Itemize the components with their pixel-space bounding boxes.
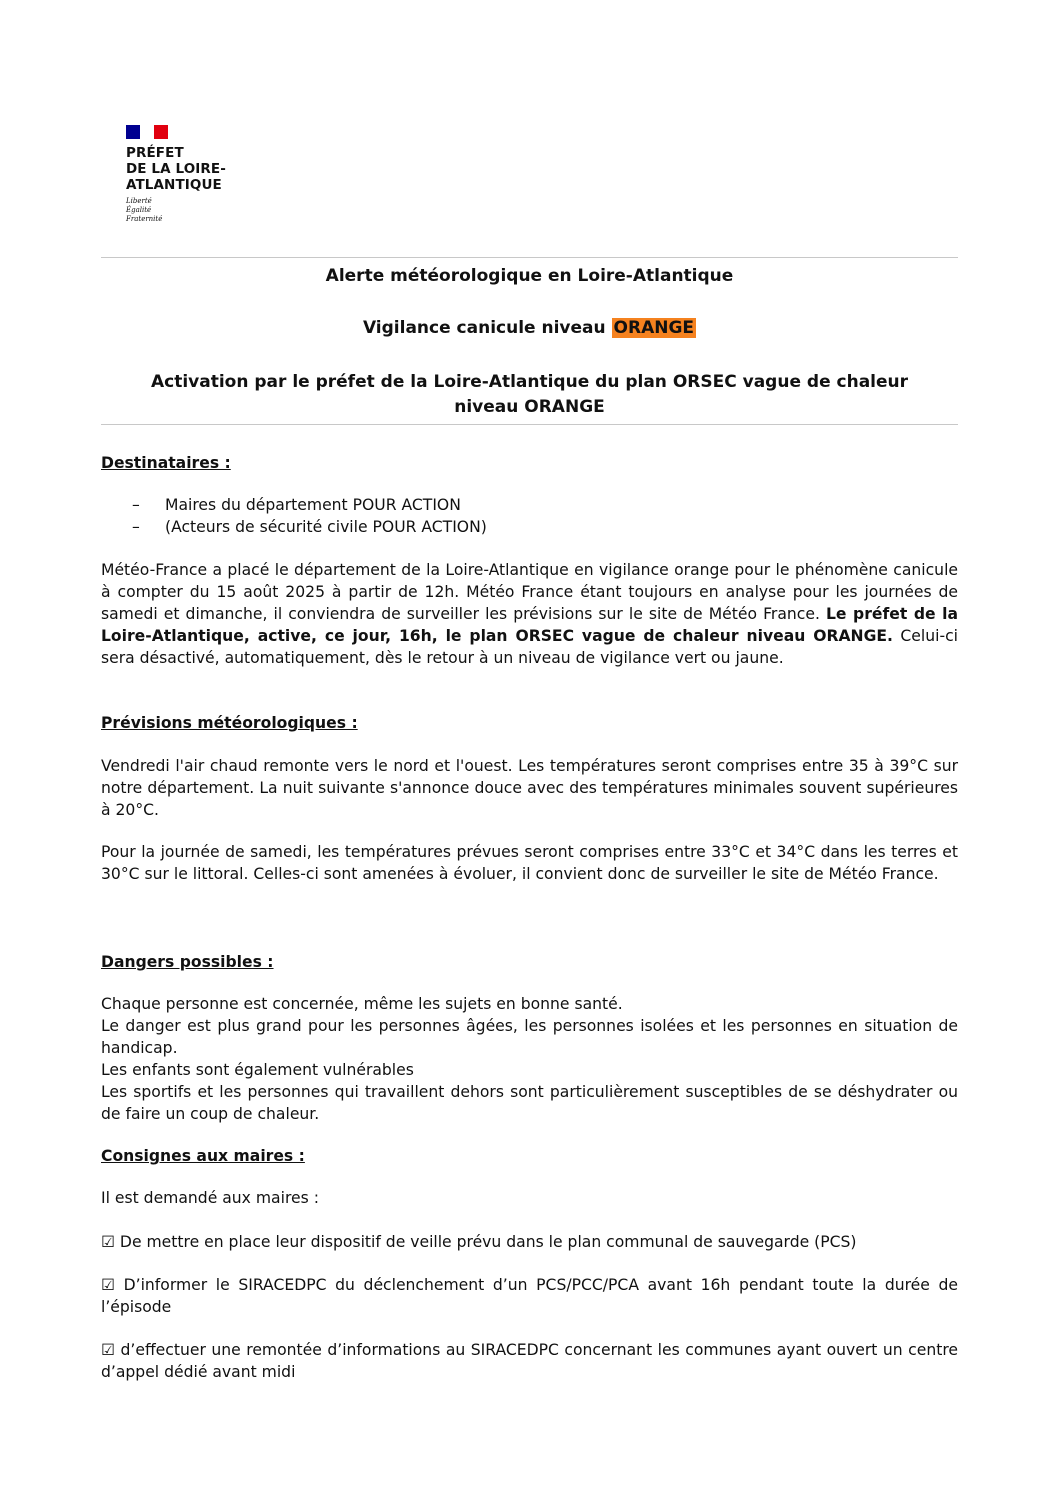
previsions-paragraph-2 [101,841,958,885]
dangers-heading: Dangers possibles : [101,953,274,971]
logo-line-1: PRÉFET [126,145,184,161]
activation-title-line-2: niveau ORANGE [454,397,605,417]
top-divider [101,257,958,258]
activation-title-line-1: Activation par le préfet de la Loire-Atlantique du plan ORSEC vague de chaleur [150,372,909,392]
previsions-paragraph-1 [101,755,958,821]
list-item-text: Maires du département POUR ACTION [165,496,461,514]
logo-line-3: ATLANTIQUE [126,177,222,193]
prefecture-logo [126,125,226,224]
orange-highlight: ORANGE [613,318,695,338]
dangers-list [101,993,958,1125]
consignes-heading: Consignes aux maires : [101,1147,305,1165]
logo-name [126,145,226,193]
motto-egalite: Égalité [126,206,152,214]
dash-bullet: – [132,496,140,514]
previsions-text-1: Vendredi l'air chaud remonte vers le nord et l'ouest. Les températures seront comprises entre 35 à 39°C sur notre département. La nuit suivante s'annonce douce avec des températures minimales souvent supérieures à 20°C. [101,757,958,819]
french-flag-icon [126,125,168,139]
activation-title [101,370,958,420]
document-title: Alerte météorologique en Loire-Atlantique [325,266,734,286]
consigne-item-3 [101,1339,958,1383]
list-item-text: (Acteurs de sécurité civile POUR ACTION) [165,518,487,536]
dash-bullet: – [132,518,140,536]
vigilance-title-prefix: Vigilance canicule niveau [362,318,612,338]
consigne-item-1 [101,1231,958,1253]
logo-motto [126,197,226,224]
consigne-item-2 [101,1274,958,1318]
danger-line-2: Le danger est plus grand pour les personnes âgées, les personnes isolées et les personnes en situation de handicap. [101,1017,958,1057]
dangers-section [101,951,958,973]
intro-text-1: Météo-France a placé le département de la Loire-Atlantique en vigilance orange pour le phénomène canicule à compter du 15 août 2025 à partir de 12h. Météo France étant toujours en analyse pour les journées de samedi et dimanche, il conviendra de surveiller les prévisions sur le site de Météo France. [101,561,958,623]
list-item [101,494,958,516]
consignes-intro-text: Il est demandé aux maires : [101,1189,319,1207]
previsions-text-2: Pour la journée de samedi, les températures prévues seront comprises entre 33°C et 34°C dans les terres et 30°C sur le littoral. Celles-ci sont amenées à évoluer, il convient donc de surveiller le site de Météo France. [101,843,958,883]
destinataires-heading: Destinataires : [101,454,231,472]
motto-fraternite: Fraternité [126,215,163,223]
consigne-text-1: ☑ De mettre en place leur dispositif de veille prévu dans le plan communal de sauvegarde (PCS) [101,1233,857,1251]
destinataires-section [101,452,958,474]
list-item [101,516,958,538]
destinataires-list [101,494,958,538]
previsions-section [101,712,958,734]
danger-line-1: Chaque personne est concernée, même les sujets en bonne santé. [101,995,623,1013]
intro-paragraph [101,559,958,669]
consignes-section [101,1145,958,1167]
motto-liberte: Liberté [126,197,152,205]
consignes-intro [101,1187,958,1209]
intro-bold-text: Le préfet de la Loire-Atlantique, active, ce jour, 16h, le plan ORSEC vague de chaleur niveau ORANGE. [101,605,958,645]
previsions-heading: Prévisions météorologiques : [101,714,358,732]
danger-line-4: Les sportifs et les personnes qui travaillent dehors sont particulièrement susceptibles de se déshydrater ou de faire un coup de chaleur. [101,1083,958,1123]
vigilance-title [101,316,958,341]
danger-line-3: Les enfants sont également vulnérables [101,1061,414,1079]
consigne-text-2: ☑ D’informer le SIRACEDPC du déclenchement d’un PCS/PCC/PCA avant 16h pendant toute la durée de l’épisode [101,1276,958,1316]
bottom-divider [101,424,958,425]
intro-text-2: Celui-ci sera désactivé, automatiquement, dès le retour à un niveau de vigilance vert ou jaune. [101,627,958,667]
logo-line-2: DE LA LOIRE- [126,161,226,177]
consigne-text-3: ☑ d’effectuer une remontée d’informations au SIRACEDPC concernant les communes ayant ouvert un centre d’appel dédié avant midi [101,1341,958,1381]
